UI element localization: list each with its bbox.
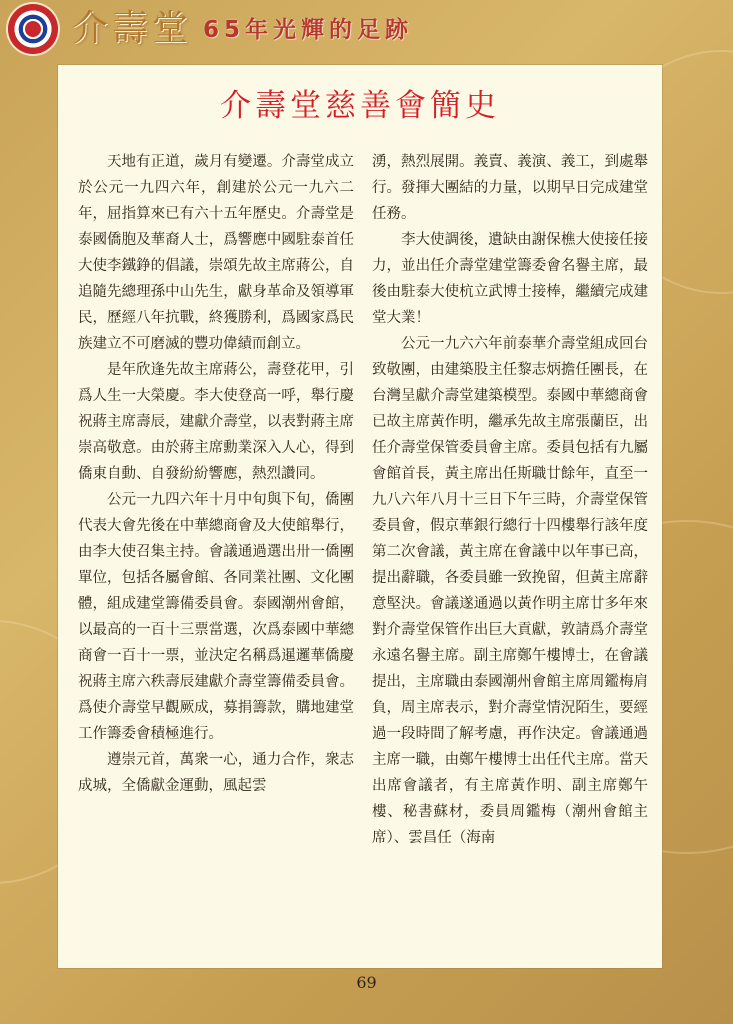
content-panel — [58, 65, 662, 968]
paragraph: 公元一九六六年前泰華介壽堂組成回台致敬團，由建築股主任黎志炳擔任團長，在台灣呈獻介壽堂建築模型。泰國中華總商會已故主席黃作明，繼承先故主席張蘭臣，出任介壽堂保管委員會主席。委員包括有九屬會館首長，黃主席出任斯職廿餘年，直至一九八六年八月十三日下午三時，介壽堂保管委員會，假京華銀行總行十四樓舉行該年度第二次會議，黃主席在會議中以年事已高，提出辭職，各委員雖一致挽留，但黃主席辭意堅決。會議遂通過以黃作明主席廿多年來對介壽堂保管作出巨大貢獻，敦請爲介壽堂永遠名譽主席。副主席鄭午樓博士，在會議提出，主席職由泰國潮州會館主席周鑑梅肩負，周主席表示，對介壽堂情況陌生，要經過一段時間了解考慮，再作決定。會議通過主席一職，由鄭午樓博士出任代主席。當天出席會議者，有主席黃作明、副主席鄭午樓、秘書蘇材，委員周鑑梅（潮州會館主席）、雲昌任（海南 — [372, 336, 648, 846]
paragraph: 天地有正道，歲月有變遷。介壽堂成立於公元一九四六年，創建於公元一九六二年，屈指算來已有六十五年歷史。介壽堂是泰國僑胞及華裔人士，爲響應中國駐泰首任大使李鐵錚的倡議，崇頌先故主席蔣公，自追隨先總理孫中山先生，獻身革命及領導軍民，歷經八年抗戰，終獲勝利，爲國家爲民族建立不可磨滅的豐功偉績而創立。 — [78, 154, 354, 352]
right-column — [372, 149, 648, 937]
article-columns — [78, 149, 648, 937]
paragraph: 是年欣逢先故主席蔣公，壽登花甲，引爲人生一大榮慶。李大使登高一呼，舉行慶祝蔣主席壽辰，建獻介壽堂，以表對蔣主席崇高敬意。由於蔣主席勳業深入人心，得到僑東自動、自發紛紛響應，熱烈讚同。 — [78, 362, 354, 482]
left-column — [78, 149, 354, 937]
paragraph: 李大使調後，遺缺由謝保樵大使接任接力，並出任介壽堂建堂籌委會名譽主席，最後由駐泰大使杭立武博士接棒，繼續完成建堂大業！ — [372, 232, 648, 326]
paragraph: 湧，熱烈展開。義賣、義演、義工，到處舉行。發揮大團結的力量，以期早日完成建堂任務。 — [372, 154, 648, 222]
brand-title: 介壽堂 — [72, 8, 193, 49]
page-header — [0, 0, 733, 62]
page-number: 69 — [356, 973, 377, 992]
anniversary-tagline: 65年光輝的足跡 — [203, 17, 414, 43]
circular-emblem-icon — [8, 4, 58, 54]
emblem-center — [23, 19, 43, 39]
paragraph: 公元一九四六年十月中旬與下旬，僑團代表大會先後在中華總商會及大使館舉行，由李大使召集主持。會議通過選出卅一僑團單位，包括各屬會館、各同業社團、文化團體，組成建堂籌備委員會。泰國潮州會館，以最高的一百十三票當選，次爲泰國中華總商會一百十一票，並決定名稱爲暹邏華僑慶祝蔣主席六秩壽辰建獻介壽堂籌備委員會。爲使介壽堂早觀厥成，募捐籌款，購地建堂工作籌委會積極進行。 — [78, 492, 354, 742]
paragraph: 遵崇元首，萬衆一心，通力合作，衆志成城，全僑獻金運動，風起雲 — [78, 752, 354, 794]
page-title: 介壽堂慈善會簡史 — [220, 88, 500, 124]
